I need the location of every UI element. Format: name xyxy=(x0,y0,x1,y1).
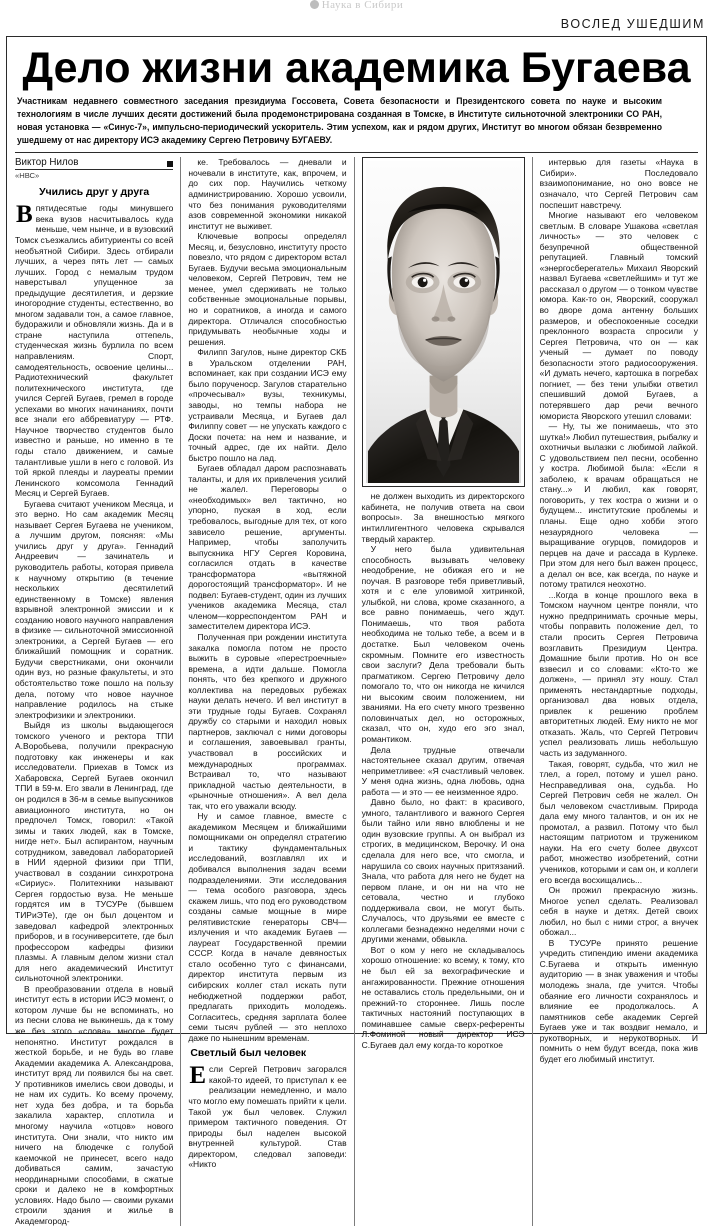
paragraph xyxy=(15,203,173,498)
rubric-label: ВОСЛЕД УШЕДШИМ xyxy=(560,17,705,31)
column-divider xyxy=(354,157,355,1226)
globe-icon xyxy=(310,0,319,9)
masthead xyxy=(6,0,707,15)
lead-divider xyxy=(15,152,698,153)
page-title: Дело жизни академика Бугаева xyxy=(22,44,691,92)
paragraph: В ТУСУРе принято решение учредить стипендию имени академика С.Бугаева и открыть именную аудиторию — в знак уважения и чтобы молодежь знала, где учится. Чтобы обаяние его личности сохранялось и влияние ее продолжалось. А памятников себе академик Сергей Бугаев уже и так воздвиг немало, и рукотворных, и нерукотворных. И помнить о нем будут всегда, пока жив будет его любимый институт. xyxy=(539,937,698,1064)
paragraph: Вот о ком у него не складывалось хорошо отношение: ко всему, к тому, кто не был ей за вехографические и ангажированности. Прежние отношения не оставались столь предельными, он и прежний-то стороннее. Лишь после тактичных настояний поступающих в поминавшее самые сверх-референты Л.Фоминой новый директор ИСЭ С.Бугаев дал ему когда-то короткое xyxy=(361,944,525,1050)
portrait-photo xyxy=(362,157,525,487)
paragraph: не должен выходить из директорского кабинета, не получив ответа на свои вопросы». За внешностью мягкого интиллигентного человека скрывался твердый характер. xyxy=(361,491,525,544)
paragraph-text: сли Сергей Петрович загорался какой-то идеей, то приступал к ее реализации немедленно, и мало что могло ему помешать прийти к цели. Такой уж был человек. Служил примером тактичного поведения. От природы был наделен высокой внутренней культурой. Став директором, следовал заповеди: «Никто xyxy=(188,1064,347,1170)
drop-cap: В xyxy=(16,203,33,229)
column-1 xyxy=(15,157,173,1226)
column-3 xyxy=(362,157,525,1050)
masthead-logo-text: Наука в Сибири xyxy=(321,0,404,11)
square-bullet-icon xyxy=(167,161,173,167)
paragraph: Такая, говорят, судьба, что жил не тлел, а горел, потому и ушел рано. Несправедливая она, судьба. Но Сергей Петрович себя не жалел. Он был человеком счастливым. Природа дала ему много талантов, и он их не промотал, а развил. Потому что был настоящим патриотом и тружеником науки. На его счету более двухсот работ, множество изобретений, сотни учеников, которыми и сам он, и коллеги его всегда восхищались... xyxy=(539,758,698,885)
masthead-logo xyxy=(310,0,404,11)
paragraph: Многие называют его человеком светлым. В словаре Ушакова «светлая личность» — это человек с безупречной общественной репутацией. Главный томский «энергосберегатель» Михаил Яворский назвал Бугаева «светлейшим» и тут же рассказал о другом — о тонком чувстве юмора. Как-то он, Яворский, сооружал во дворе дома антенну больших размеров, и обеспокоенные соседки преклонного возраста спросили у Сергея Петровича, что он — как ученый — думает по поводу безопасности этого радиосооружения. «И думать нечего, картошка в погребах погниет, — без тени улыбки ответил спешивший домой Бугаев, а потерявшего дар речи вечного юмориста Яворского утешил словами: xyxy=(539,210,698,421)
paragraph: Дела трудные отвечали настоятельнее сказал другим, отвечая неприметливее: «Я счастливый человек. У меня одна жизнь, одна любовь, одна работа — и это — ее неизменное ядро. xyxy=(361,744,525,797)
section-heading-2: Светлый был человек xyxy=(190,1048,307,1060)
paragraph: Полученная при рождении института закалка помогла потом не просто выжить в суровые «перестроечные» времена, а идти дальше. Помогла понять, что без крепкого и дружного коллектива на передовых рубежах науки делать нечего. И вел институт в эти трудные годы Бугаев. Сохранял дружбу со старыми и находил новых партнеров, заключал с ними договоры и соглашения, завоевывал гранты, участвовал в российских и международных программах. Встраивал то, что называют прикладной частью деятельности, в «рыночные отношения». А вел дела так, что его уважали всюду. xyxy=(188,631,347,811)
byline-source: «НВС» xyxy=(15,171,40,181)
article-frame xyxy=(6,36,707,1226)
article-columns xyxy=(15,157,698,1226)
paragraph: В преобразовании отдела в новый институт есть в истории ИСЭ момент, о котором лучше бы не вспоминать, но из песни слова не выкинешь, да к тому же без этого «слова» многое будет непонятно. Институт рождался в жесткой борьбе, и не будь во главе Академии академика А. Александрова, институт вряд ли появился бы на свет. У противников имелись свои доводы, и не нам их судить. Ко всему прочему, нет худа без добра, и та борьба закалила характер, сплотила и многому научила «отцов» нового института. Они знали, что никто им ничего на блюдечке с голубой каемочкой не принесет, всего надо добиваться самим, зачастую неординарными способами, в сжатые сроки и далеко не в комфортных условиях. Надо было — своими руками строили здания и жилье в Академгород- xyxy=(15,983,174,1226)
column-divider xyxy=(180,157,181,1226)
paragraph: Филипп Загулов, ныне директор СКБ в Уральском отделении РАН, вспоминает, как при создании ИСЭ ему было порученоср. Загулов старательно «прочесывал» вузы, техникумы, заводы, но темпы набора не устраивали Месяца, и Бугаев дал Филиппу совет — не упускать каждого с Доски почета: на нем и название, и точный адрес, где их найти. Дело быстро пошло на лад. xyxy=(188,347,347,463)
paragraph: ке. Требовалось — дневали и ночевали в институте, как, впрочем, и до сих пор. Научились четкому администрированию. Хорошо усвоили, что без понимания руководителями азов современной экономики никакой институт не выживет. xyxy=(188,157,347,231)
paragraph: Он прожил прекрасную жизнь. Многое успел сделать. Реализовал себя в науке и детях. Детей своих любил, но был с ними строг, а внучек обожал... xyxy=(539,885,698,938)
paragraph: Выйдя из школы выдающегося томского ученого и ректора ТПИ А.Воробьева, получили прекрасную подготовку как инженеры и как исследователи. Приехав в Томск из Хабаровска, Сергей Бугаев окончил ТПИ в 59-м. Его звали в Ленинград, где он родился в 36-м в семье выпускников авиационного института, но он предпочел Томск, говорил: «Такой зимы и таких людей, как в Томске, нигде нет». Был аспирантом, научным сотрудником, заведовал лабораторией в НИИ ядерной физики при ТПИ, участвовал в создании синхротрона «Сириус». Политехники называют Сергея гордостью вуза. Не меньше гордятся им в ТУСУРе (бывшем ТИРиЭТе), где он был доцентом и заведовал кафедрой электронных приборов, и в госуниверситете, где был профессором кафедры физики плазмы. А главным делом жизни стал для него академический Институт сильноточной электроники. xyxy=(15,720,174,984)
paragraph: ...Когда в конце прошлого века в Томском научном центре поняли, что нужно предпринимать срочные меры, чтобы поправить положение дел, то стали просить Сергея Петровича возглавить Президиум Центра. Домашние были против. Но он все взвесил и со словами: «Кто-то же должен», — принял эту ношу. Стал применять нестандартные подходы, организовал два новых отдела, привлек к решению проблем авторитетных людей. Ему никто не мог отказать. Жаль, что Сергей Петрович успел реализовать лишь небольшую часть из задуманного. xyxy=(539,589,698,758)
paragraph: интервью для газеты «Наука в Сибири». Последовало взаимопонимание, но оно вовсе не означало, что Сергей Петрович сам поспешит навстречу. xyxy=(539,157,698,210)
lead-paragraph: Участникам недавнего совместного заседания президиума Госсовета, Совета безопасности и Президентского совета по науке и высоким технологиям в числе лучших десяти достижений была продемонстрирована созданная в Томске, в Институте сильноточной электроники СО РАН, новая установка — «Синус-7», импульсно-периодический ускоритель. Этим успехом, как и рядом других, Институт во многом обязан безвременно ушедшему от нас директору ИСЭ академику Сергею Петровичу БУГАЕВУ. xyxy=(17,96,663,146)
paragraph xyxy=(188,1064,346,1169)
drop-cap: Е xyxy=(189,1064,207,1090)
paragraph: Бугаев обладал даром распознавать таланты, и для их привлечения усилий не жалел. Переговоры о «необходимых» вел тактично, но упорно, пуская в ход, если требовалось, выгодные для тех, от кого зависело решение, аргументы. Например, чтобы заполучить выпускника НГУ Сергея Коровина, согласился отдать в качестве трансформатора «вытяжной дорогостоящий трансформатор». И не подвел: Бугаев-студент, один из лучших учеников академика Месяца, стал членом—корреспондентом РАН и заместителем директора ИСЭ. xyxy=(188,463,347,632)
portrait-image xyxy=(366,161,521,483)
paragraph: Бугаева считают учеником Месяца, и это верно. Но сам академик Месяц называет Сергея Бугаева не учеником, а лучшим другом, поясняя: «Мы учились друг у друга». Геннадий Андреевич — зачинатель и руководитель работы, которая привела к научному открытию (в течение нескольких десятилетий единственному в Томске) явления взрывной электронной эмиссии и к созданию нового научного направления в физике — сильноточной эмиссионной электроники, а Сергей Бугаев — его ближайший помощник и соратник. Будучи сверстниками, они окончили один вуз, но разные факультеты, и это обстоятельство тоже пошло на пользу дела, потому что новое научное направление родилось на стыке электрофизики и электроники. xyxy=(15,498,174,720)
column-4 xyxy=(540,157,698,1064)
column-2 xyxy=(188,157,346,1169)
paragraph: Ну и самое главное, вместе с академиком Месяцем и ближайшими помощниками он определял стратегию и тактику фундаментальных исследований, возглавлял их и добивался выполнения задач всеми подразделениями. Эти исследования — тема особого разговора, здесь скажем лишь, что под его руководством созданы самые мощные в мире релятивистские генераторы СВЧ—излучения и что академик Бугаев — лауреат Государственной премии СССР. Когда в начале девяностых стало особенно туго с финансами, директор института первым из сибирских коллег стал искать пути небюджетной поддержки работ, предлагать приходить молодежь. Согласитесь, средняя зарплата более семи тысяч рублей — это неплохо даже по нынешним временам. xyxy=(188,811,347,1043)
paragraph: Ключевые вопросы определял Месяц, и, безусловно, институту просто повезло, что рядом с директором встал Бугаев. Будучи весьма эмоциональным человеком, Сергей Петрович, тем не менее, умел сдерживать не только собственные эмоциональные порывы, но и соратников, а иногда и самого директора. Отличался способностью придумывать необычные ходы и решения. xyxy=(188,231,347,347)
column-divider xyxy=(532,157,533,1226)
section-heading-1: Учились друг у друга xyxy=(39,187,150,199)
rubric-row xyxy=(6,15,707,36)
byline-author: Виктор Нилов xyxy=(15,157,79,169)
paragraph-text: пятидесятые годы минувшего века вузов насчитывалось куда меньше, чем нынче, и в вузовский Томск съезжались абитуриенты со всей необъятной Сибири. Здесь отбирали лучших, а через пять лет — самых лучших. Город с немалым трудом наверстывал упущенное за предыдущие десятилетия, и дерзкие иногородние студенты, естественно, во многом задавали тон, а самое главное, будоражили и обновляли жизнь. Да и в стране наступила оттепель, студенческая жизнь бурлила по всем направлениям. Спорт, самодеятельность, освоение целины... Радиотехнический факультет политехнического института, где учился Сергей Бугаев, гремел в городе успехами во многих начинаниях, почти все знали его аббревиатуру — РТФ. Научное творчество студентов было известно и раньше, но именно в те годы стало движением, и самые талантливые ушли в него с головой. Из той яркой плеяды и лауреаты премии Ленинского комсомола Геннадий Месяц и Сергей Бугаев. xyxy=(15,203,174,499)
byline xyxy=(15,157,173,170)
paragraph: Давно было, но факт: в красивого, умного, талантливого и важного Сергея были тайно или явно влюблены и не один вузовские группы. А он выбрал из строгих, в медицинском, Верочку. И она сделала для него все, что смогла, и нарушила со своих научных притязаний. Знала, что работа для него не будет на первом плане, и он ни на что не сетовала, честно и глубоко поддерживала свои, не могут быть. Случалось, что друзьями ее вместе с коллегами безнадежно неделями ночи с другими женами, обвыкла. xyxy=(361,797,525,945)
portrait-svg xyxy=(366,161,521,483)
paragraph: — Ну, ты же понимаешь, что это шутка!» Любил путешествия, рыбалку и охотничьи вылазки с любимой лайкой. С удовольствием пел песни, особенно у костра. Любимой была: «Если я заболею, к врачам обращаться не стану...» И любил, как говорят, поговорить, у тех костра о жизни и о будущем... институтские проблемы и планы. Еще одно хобби этого незаурядного человека — выращивание огурцов, помидоров и перцев на даче и рассада в Курлеке. При этом для него был важен процесс, а делал он все, как всегда, по науке и потому тратился неохотно. xyxy=(539,421,698,590)
paragraph: У него была удивительная способность вызывать человеку неодобрение, не обижая его и не поучая. В разговоре тебя приветливый, хотя и с еле уловимой хитринкой, улыбкой, ни слова, кроме сказанного, а все равно понимаешь, чего ждут. Понимаешь, что твоя работа необходима не только тебе, а всем и в достатке. Был человеком очень скромным. Помните его известность свои заслуги? Дела требовали быть прагматиком. Сергею Петровичу дело помогало то, что он никогда не кичился ни высоким своим положением, ни званиями. На его счету много трезвенно половинчатых дел, но осторожных, сказал, что он, худо его эго знал, романтиком. xyxy=(361,544,525,744)
